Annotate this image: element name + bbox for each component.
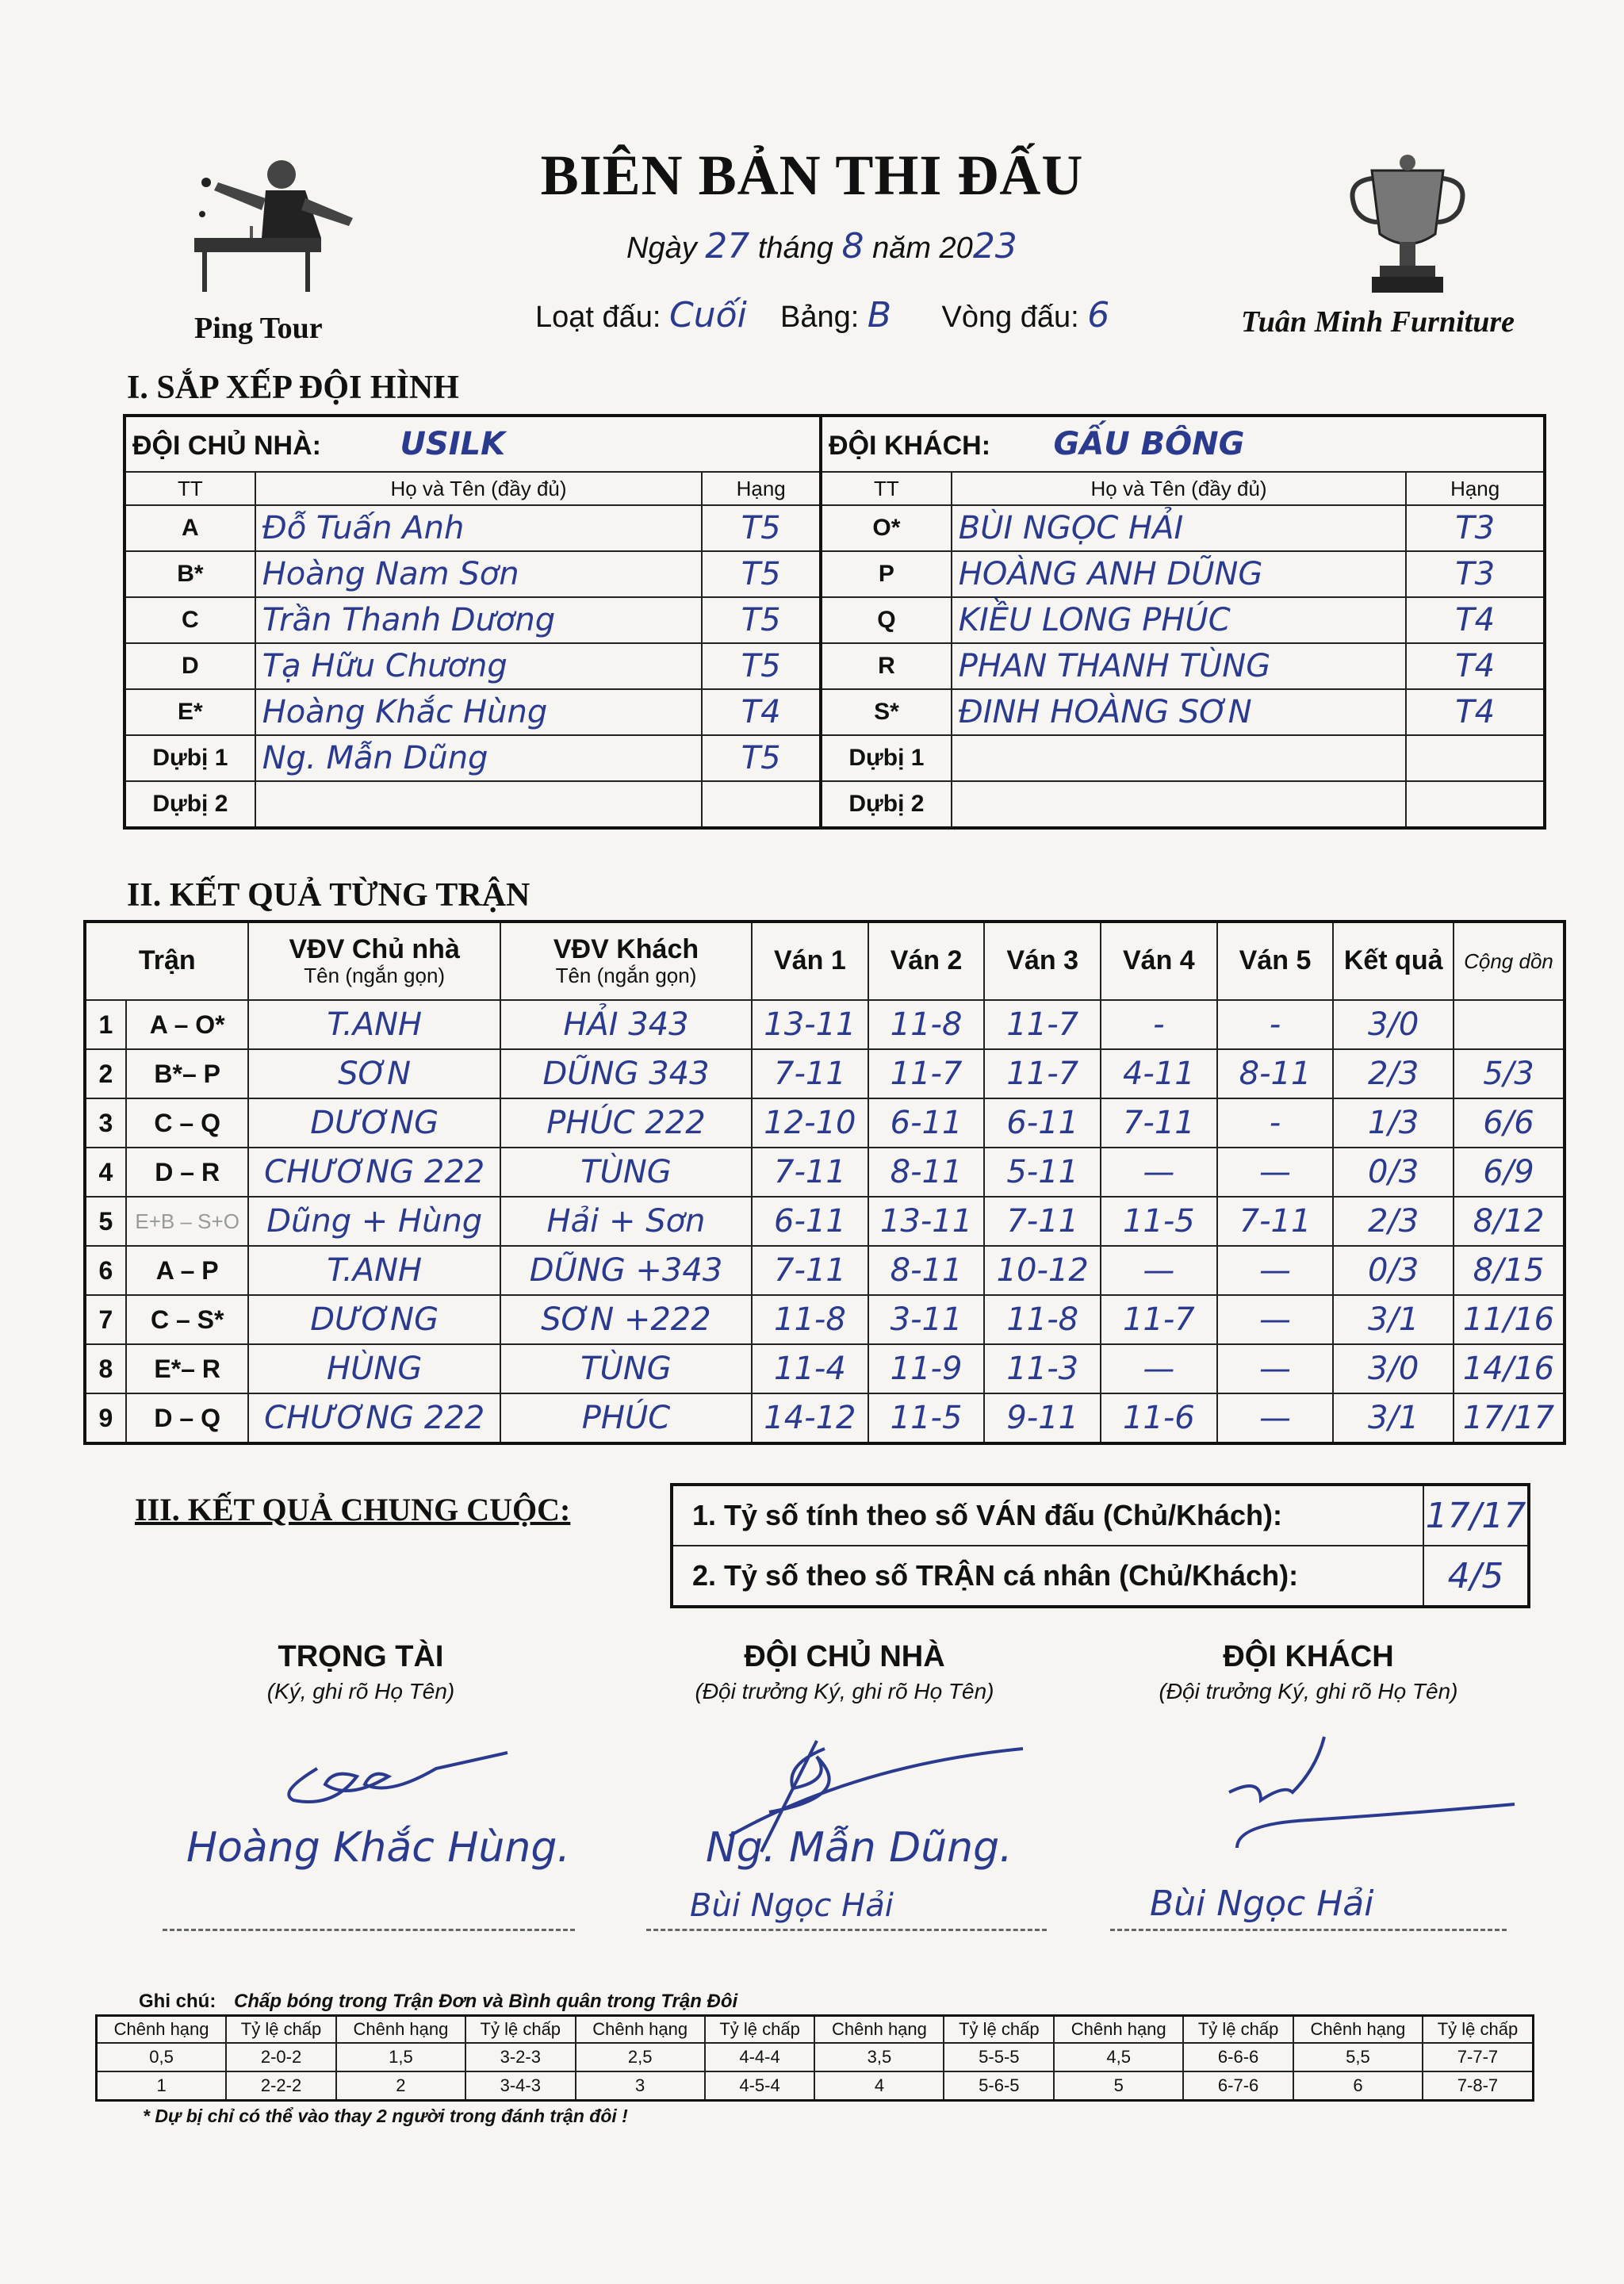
lineup-away-rank: T4 (1406, 689, 1545, 735)
handicap-row (97, 2043, 1534, 2071)
cumulative-score: 8/12 (1454, 1197, 1565, 1246)
match-result: 3/1 (1333, 1295, 1454, 1344)
handicap-rank-diff: 5 (1054, 2071, 1183, 2101)
lineup-row (124, 643, 1545, 689)
lineup-home-rank: T5 (702, 597, 821, 643)
handicap-rank-diff: 2 (336, 2071, 465, 2101)
match-result: 3/1 (1333, 1393, 1454, 1443)
handicap-rank-diff: 4,5 (1054, 2043, 1183, 2071)
lineup-home-rank: T5 (702, 643, 821, 689)
header-rank-away: Hạng (1406, 472, 1545, 505)
game-1-score: 7-11 (752, 1148, 868, 1197)
game-1-score: 7-11 (752, 1246, 868, 1295)
handicap-rank-diff-header: Chênh hạng (336, 2016, 465, 2044)
final-result-table (670, 1483, 1530, 1608)
game-2-score: 11-7 (868, 1049, 985, 1098)
away-player: PHÚC 222 (500, 1098, 752, 1148)
away-sign-title: ĐỘI KHÁCH (1223, 1640, 1394, 1673)
match-number: 8 (85, 1344, 126, 1393)
away-player: PHÚC (500, 1393, 752, 1443)
result-row (85, 1344, 1565, 1393)
date-month: 8 (841, 226, 864, 266)
game-2-score: 11-5 (868, 1393, 985, 1443)
handicap-ratio-header: Tỷ lệ chấp (465, 2016, 576, 2044)
handicap-ratio: 6-6-6 (1183, 2043, 1293, 2071)
ping-tour-logo-text: Ping Tour (194, 312, 323, 345)
handicap-row (97, 2071, 1534, 2101)
game-2-score: 13-11 (868, 1197, 985, 1246)
note-text: Chấp bóng trong Trận Đơn và Bình quân trong Trận Đôi (234, 1991, 738, 2012)
lineup-home-slot: B* (124, 551, 255, 597)
header-cumulative: Cộng dồn (1454, 922, 1565, 1000)
handicap-ratio-header: Tỷ lệ chấp (944, 2016, 1054, 2044)
home-team-label: ĐỘI CHỦ NHÀ: (132, 431, 321, 461)
lineup-home-player (255, 781, 703, 828)
result-row (85, 1000, 1565, 1049)
header-home-player-sub: Tên (ngắn gọn) (304, 964, 446, 988)
lineup-away-rank (1406, 735, 1545, 781)
header-game-2: Ván 2 (868, 922, 985, 1000)
game-4-score: 11-7 (1101, 1295, 1217, 1344)
final-result-title: III. KẾT QUẢ CHUNG CUỘC: (135, 1492, 571, 1527)
away-player: TÙNG (500, 1148, 752, 1197)
header-result: Kết quả (1333, 922, 1454, 1000)
handicap-ratio-header: Tỷ lệ chấp (226, 2016, 336, 2044)
header-name-home: Họ và Tên (đầy đủ) (255, 472, 703, 505)
match-number: 4 (85, 1148, 126, 1197)
game-5-score: - (1217, 1000, 1334, 1049)
home-player: T.ANH (248, 1246, 500, 1295)
lineup-home-player: Tạ Hữu Chương (255, 643, 703, 689)
match-pair: D – Q (126, 1393, 249, 1443)
header-name-away: Họ và Tên (đầy đủ) (952, 472, 1407, 505)
referee-signature-line (163, 1929, 575, 1931)
referee-signature-block (139, 1640, 583, 1704)
away-captain-signature (1213, 1721, 1530, 1884)
header-game-3: Ván 3 (984, 922, 1101, 1000)
date-prefix: Ngày (626, 232, 697, 265)
away-player: DŨNG 343 (500, 1049, 752, 1098)
home-player: DƯƠNG (248, 1098, 500, 1148)
handicap-rank-diff: 1,5 (336, 2043, 465, 2071)
lineup-home-slot: Dựbị 1 (124, 735, 255, 781)
game-5-score: 7-11 (1217, 1197, 1334, 1246)
handicap-ratio-header: Tỷ lệ chấp (705, 2016, 815, 2044)
date-day: 27 (705, 226, 750, 266)
handicap-rank-diff: 2,5 (576, 2043, 705, 2071)
cumulative-score: 8/15 (1454, 1246, 1565, 1295)
lineup-home-slot: E* (124, 689, 255, 735)
game-5-score: — (1217, 1295, 1334, 1344)
handicap-rank-diff: 5,5 (1293, 2043, 1423, 2071)
lineup-away-player: KIỀU LONG PHÚC (952, 597, 1407, 643)
lineup-row (124, 551, 1545, 597)
header-tt-away: TT (821, 472, 952, 505)
date-line (626, 226, 1017, 266)
home-player: SƠN (248, 1049, 500, 1098)
lineup-home-slot: Dựbị 2 (124, 781, 255, 828)
lineup-row (124, 597, 1545, 643)
round-label: Loạt đấu: (535, 301, 661, 334)
home-player: Dũng + Hùng (248, 1197, 500, 1246)
lineup-home-player: Hoàng Nam Sơn (255, 551, 703, 597)
game-2-score: 8-11 (868, 1148, 985, 1197)
handicap-rank-diff-header: Chênh hạng (1054, 2016, 1183, 2044)
lineup-away-player: ĐINH HOÀNG SƠN (952, 689, 1407, 735)
game-2-score: 11-9 (868, 1344, 985, 1393)
handicap-ratio: 6-7-6 (1183, 2071, 1293, 2101)
game-1-score: 11-8 (752, 1295, 868, 1344)
section-lineup-title: I. SẮP XẾP ĐỘI HÌNH (127, 370, 459, 406)
home-captain-name: Ng. Mẫn Dũng. (706, 1824, 1013, 1872)
referee-title: TRỌNG TÀI (278, 1640, 444, 1673)
stage-label: Vòng đấu: (941, 301, 1079, 334)
away-player: HẢI 343 (500, 1000, 752, 1049)
game-1-score: 6-11 (752, 1197, 868, 1246)
lineup-away-player: BÙI NGỌC HẢI (952, 505, 1407, 551)
lineup-home-player: Đỗ Tuấn Anh (255, 505, 703, 551)
game-1-score: 11-4 (752, 1344, 868, 1393)
lineup-row (124, 689, 1545, 735)
lineup-away-player: HOÀNG ANH DŨNG (952, 551, 1407, 597)
header-tt-home: TT (124, 472, 255, 505)
game-4-score: 11-6 (1101, 1393, 1217, 1443)
handicap-ratio: 3-2-3 (465, 2043, 576, 2071)
match-number: 1 (85, 1000, 126, 1049)
lineup-home-slot: C (124, 597, 255, 643)
note-label: Ghi chú: (139, 1991, 216, 2012)
lineup-home-slot: A (124, 505, 255, 551)
match-result: 0/3 (1333, 1246, 1454, 1295)
away-team-name: GẤU BÔNG (1053, 426, 1245, 462)
header-away-player-sub: Tên (ngắn gọn) (555, 964, 697, 988)
game-3-score: 6-11 (984, 1098, 1101, 1148)
lineup-away-slot: R (821, 643, 952, 689)
lineup-away-player (952, 735, 1407, 781)
game-1-score: 7-11 (752, 1049, 868, 1098)
match-number: 2 (85, 1049, 126, 1098)
header-home-player-label: VĐV Chủ nhà (289, 934, 460, 964)
away-team-label: ĐỘI KHÁCH: (829, 431, 991, 461)
game-2-score: 11-8 (868, 1000, 985, 1049)
game-1-score: 14-12 (752, 1393, 868, 1443)
game-5-score: — (1217, 1393, 1334, 1443)
handicap-ratio: 3-4-3 (465, 2071, 576, 2101)
game-3-score: 9-11 (984, 1393, 1101, 1443)
cumulative-score: 5/3 (1454, 1049, 1565, 1098)
date-year-label: năm 20 (872, 232, 973, 265)
match-number: 7 (85, 1295, 126, 1344)
lineup-row (124, 505, 1545, 551)
handicap-ratio: 2-2-2 (226, 2071, 336, 2101)
handicap-rank-diff-header: Chênh hạng (1293, 2016, 1423, 2044)
lineup-away-slot: S* (821, 689, 952, 735)
home-signature-line (646, 1929, 1047, 1931)
referee-name: Hoàng Khắc Hùng. (186, 1824, 570, 1872)
home-player: DƯƠNG (248, 1295, 500, 1344)
lineup-home-rank: T5 (702, 551, 821, 597)
final-games-label: 1. Tỷ số tính theo số VÁN đấu (Chủ/Khách): (672, 1485, 1423, 1546)
handicap-ratio: 7-8-7 (1423, 2071, 1534, 2101)
lineup-away-slot: Q (821, 597, 952, 643)
handicap-rank-diff-header: Chênh hạng (814, 2016, 944, 2044)
match-result: 1/3 (1333, 1098, 1454, 1148)
section-results-title: II. KẾT QUẢ TỪNG TRẬN (127, 877, 530, 914)
handicap-ratio: 5-5-5 (944, 2043, 1054, 2071)
handicap-ratio-header: Tỷ lệ chấp (1423, 2016, 1534, 2044)
header-rank-home: Hạng (702, 472, 821, 505)
away-captain-name: Bùi Ngọc Hải (1150, 1884, 1374, 1924)
game-4-score: — (1101, 1246, 1217, 1295)
match-number: 3 (85, 1098, 126, 1148)
home-player: CHƯƠNG 222 (248, 1148, 500, 1197)
lineup-away-rank: T4 (1406, 597, 1545, 643)
result-row (85, 1393, 1565, 1443)
lineup-away-rank: T3 (1406, 551, 1545, 597)
match-pair: A – P (126, 1246, 249, 1295)
game-4-score: — (1101, 1148, 1217, 1197)
result-row (85, 1295, 1565, 1344)
lineup-away-player (952, 781, 1407, 828)
match-pair: E+B – S+O (126, 1197, 249, 1246)
referee-note: (Ký, ghi rõ Họ Tên) (266, 1679, 455, 1703)
game-3-score: 11-7 (984, 1049, 1101, 1098)
game-5-score: — (1217, 1148, 1334, 1197)
match-result: 0/3 (1333, 1148, 1454, 1197)
home-team-cell (124, 416, 821, 472)
game-3-score: 11-7 (984, 1000, 1101, 1049)
game-2-score: 6-11 (868, 1098, 985, 1148)
match-number: 5 (85, 1197, 126, 1246)
final-matches-value: 4/5 (1423, 1546, 1529, 1607)
game-4-score: - (1101, 1000, 1217, 1049)
handicap-ratio: 4-4-4 (705, 2043, 815, 2071)
home-sign-note: (Đội trưởng Ký, ghi rõ Họ Tên) (695, 1679, 994, 1703)
date-month-label: tháng (757, 232, 833, 265)
away-player: DŨNG +343 (500, 1246, 752, 1295)
lineup-away-player: PHAN THANH TÙNG (952, 643, 1407, 689)
home-team-name: USILK (400, 426, 506, 462)
result-row (85, 1098, 1565, 1148)
results-table (83, 920, 1566, 1445)
home-captain-name-2: Bùi Ngọc Hải (690, 1887, 894, 1924)
lineup-home-player: Hoàng Khắc Hùng (255, 689, 703, 735)
away-sign-note: (Đội trưởng Ký, ghi rõ Họ Tên) (1159, 1679, 1458, 1703)
game-4-score: — (1101, 1344, 1217, 1393)
away-signature-line (1110, 1929, 1507, 1931)
game-5-score: 8-11 (1217, 1049, 1334, 1098)
match-pair: C – S* (126, 1295, 249, 1344)
handicap-ratio: 4-5-4 (705, 2071, 815, 2101)
lineup-away-slot: Dựbị 2 (821, 781, 952, 828)
cumulative-score (1454, 1000, 1565, 1049)
header-home-player (248, 922, 500, 1000)
header-game-4: Ván 4 (1101, 922, 1217, 1000)
match-result: 3/0 (1333, 1000, 1454, 1049)
referee-signature (262, 1721, 515, 1812)
lineup-row (124, 781, 1545, 828)
header-game-1: Ván 1 (752, 922, 868, 1000)
game-3-score: 5-11 (984, 1148, 1101, 1197)
header-away-player-label: VĐV Khách (553, 934, 699, 964)
match-number: 6 (85, 1246, 126, 1295)
game-2-score: 3-11 (868, 1295, 985, 1344)
match-result: 2/3 (1333, 1049, 1454, 1098)
header-away-player (500, 922, 752, 1000)
round-value: Cuối (669, 295, 747, 335)
lineup-away-rank: T3 (1406, 505, 1545, 551)
cumulative-score: 17/17 (1454, 1393, 1565, 1443)
match-pair: E*– R (126, 1344, 249, 1393)
game-2-score: 8-11 (868, 1246, 985, 1295)
cumulative-score: 6/6 (1454, 1098, 1565, 1148)
handicap-rank-diff: 4 (814, 2071, 944, 2101)
handicap-ratio: 2-0-2 (226, 2043, 336, 2071)
game-5-score: - (1217, 1098, 1334, 1148)
handicap-rank-diff: 3 (576, 2071, 705, 2101)
result-row (85, 1148, 1565, 1197)
lineup-home-rank: T4 (702, 689, 821, 735)
lineup-home-rank: T5 (702, 735, 821, 781)
away-signature-block (1086, 1640, 1530, 1704)
document-title: BIÊN BẢN THI ĐẤU (540, 144, 1084, 207)
cumulative-score: 14/16 (1454, 1344, 1565, 1393)
game-3-score: 10-12 (984, 1246, 1101, 1295)
lineup-home-rank (702, 781, 821, 828)
lineup-away-slot: O* (821, 505, 952, 551)
match-pair: C – Q (126, 1098, 249, 1148)
away-team-cell (821, 416, 1545, 472)
group-label: Bảng: (780, 301, 860, 334)
final-games-value: 17/17 (1423, 1485, 1529, 1546)
handicap-rank-diff: 3,5 (814, 2043, 944, 2071)
game-1-score: 13-11 (752, 1000, 868, 1049)
lineup-away-slot: P (821, 551, 952, 597)
final-matches-label: 2. Tỷ số theo số TRẬN cá nhân (Chủ/Khách): (672, 1546, 1423, 1607)
handicap-rank-diff: 6 (1293, 2071, 1423, 2101)
handicap-rank-diff-header: Chênh hạng (97, 2016, 227, 2044)
handicap-ratio-header: Tỷ lệ chấp (1183, 2016, 1293, 2044)
handicap-rank-diff: 0,5 (97, 2043, 227, 2071)
cumulative-score: 11/16 (1454, 1295, 1565, 1344)
cumulative-score: 6/9 (1454, 1148, 1565, 1197)
game-1-score: 12-10 (752, 1098, 868, 1148)
lineup-home-slot: D (124, 643, 255, 689)
game-3-score: 11-3 (984, 1344, 1101, 1393)
result-row (85, 1197, 1565, 1246)
match-result: 2/3 (1333, 1197, 1454, 1246)
lineup-home-player: Trần Thanh Dương (255, 597, 703, 643)
result-row (85, 1246, 1565, 1295)
game-5-score: — (1217, 1246, 1334, 1295)
substitute-note: * Dự bị chỉ có thể vào thay 2 người trong đánh trận đôi ! (143, 2106, 628, 2126)
stage-value: 6 (1087, 295, 1110, 335)
header-game-5: Ván 5 (1217, 922, 1334, 1000)
handicap-rank-diff-header: Chênh hạng (576, 2016, 705, 2044)
header-match: Trận (85, 922, 248, 1000)
handicap-rank-diff: 1 (97, 2071, 227, 2101)
lineup-home-player: Ng. Mẫn Dũng (255, 735, 703, 781)
match-number: 9 (85, 1393, 126, 1443)
lineup-away-rank (1406, 781, 1545, 828)
handicap-ratio: 5-6-5 (944, 2071, 1054, 2101)
handicap-table (95, 2014, 1534, 2102)
match-pair: B*– P (126, 1049, 249, 1098)
match-pair: A – O* (126, 1000, 249, 1049)
game-3-score: 7-11 (984, 1197, 1101, 1246)
handicap-ratio: 7-7-7 (1423, 2043, 1534, 2071)
home-signature-block (622, 1640, 1067, 1704)
away-player: TÙNG (500, 1344, 752, 1393)
lineup-row (124, 735, 1545, 781)
away-player: SƠN +222 (500, 1295, 752, 1344)
home-sign-title: ĐỘI CHỦ NHÀ (744, 1640, 945, 1673)
match-meta-line (535, 295, 1109, 335)
home-player: CHƯƠNG 222 (248, 1393, 500, 1443)
game-5-score: — (1217, 1344, 1334, 1393)
away-player: Hải + Sơn (500, 1197, 752, 1246)
home-player: T.ANH (248, 1000, 500, 1049)
match-result: 3/0 (1333, 1344, 1454, 1393)
tuan-minh-furniture-logo-text: Tuân Minh Furniture (1241, 305, 1515, 339)
game-4-score: 7-11 (1101, 1098, 1217, 1148)
match-pair: D – R (126, 1148, 249, 1197)
date-year: 23 (972, 226, 1017, 266)
game-4-score: 11-5 (1101, 1197, 1217, 1246)
game-4-score: 4-11 (1101, 1049, 1217, 1098)
group-value: B (867, 295, 892, 335)
lineup-table (123, 414, 1546, 830)
lineup-away-slot: Dựbị 1 (821, 735, 952, 781)
lineup-home-rank: T5 (702, 505, 821, 551)
lineup-away-rank: T4 (1406, 643, 1545, 689)
result-row (85, 1049, 1565, 1098)
home-player: HÙNG (248, 1344, 500, 1393)
game-3-score: 11-8 (984, 1295, 1101, 1344)
